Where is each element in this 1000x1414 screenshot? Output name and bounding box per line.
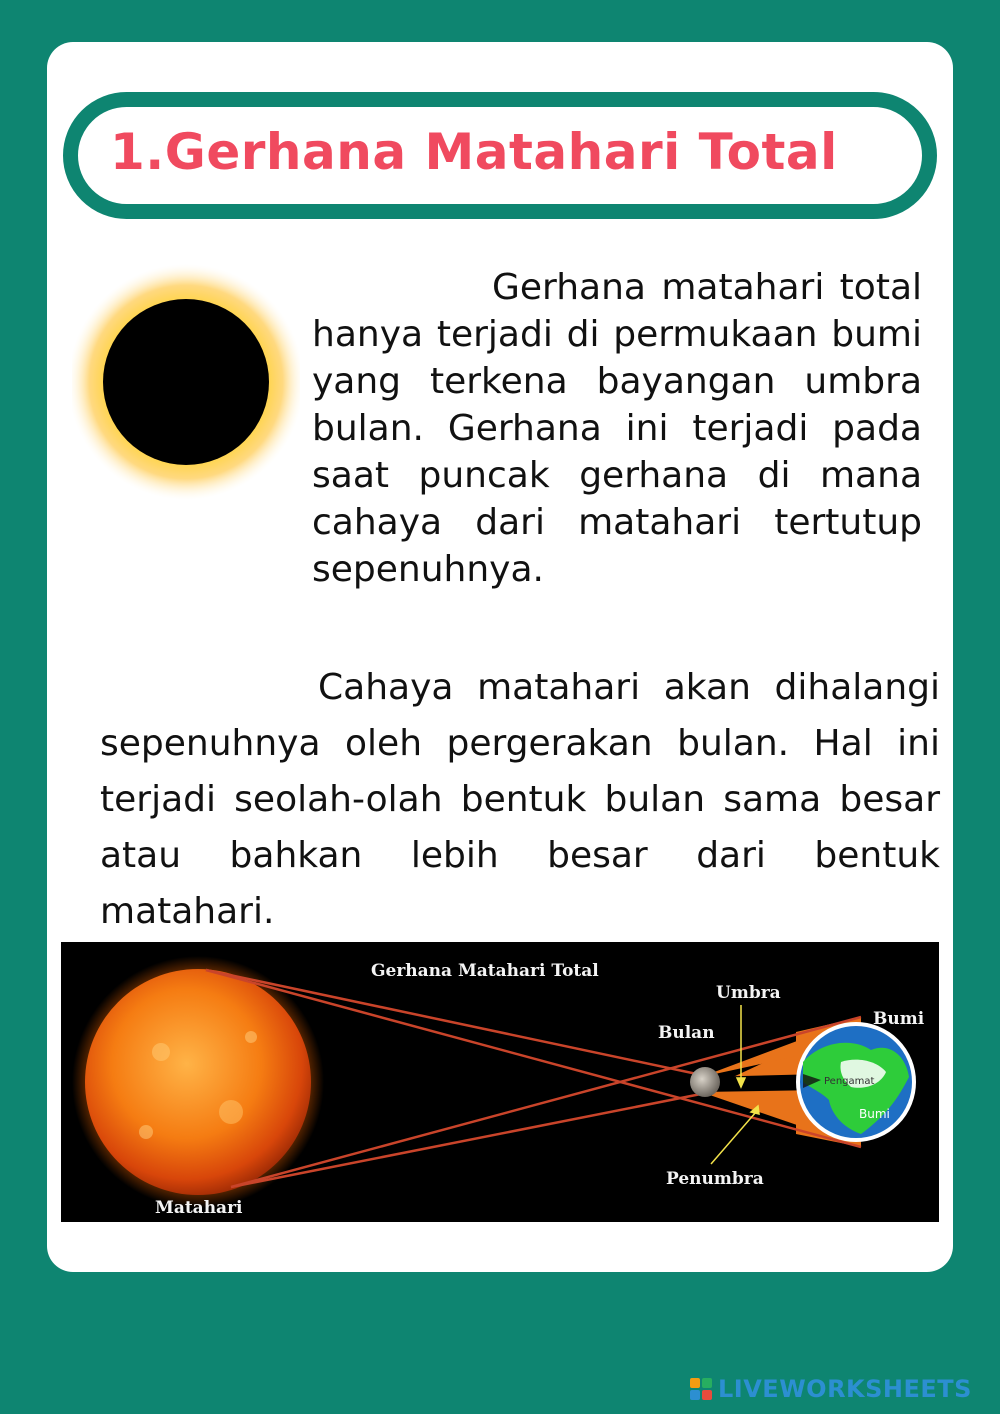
- brand-text: LIVEWORKSHEETS: [718, 1375, 972, 1403]
- page-title: 1.Gerhana Matahari Total: [110, 123, 838, 181]
- brand-logo: [690, 1372, 972, 1406]
- eclipse-diagram: [61, 942, 939, 1222]
- brand-icon: [690, 1378, 712, 1400]
- paragraph-1: Gerhana matahari total hanya terjadi di permukaan bumi yang terkena bayangan umbra bulan. Gerhana ini terjadi pada saat puncak gerhana di mana cahaya dari matahari tertutup sepenuhnya.: [312, 267, 922, 590]
- label-earth-inner: Bumi: [859, 1107, 890, 1121]
- label-observer: Pengamat: [824, 1076, 875, 1087]
- label-umbra: Umbra: [716, 983, 781, 1003]
- diagram-title: Gerhana Matahari Total: [371, 961, 599, 981]
- label-earth: Bumi: [873, 1009, 925, 1029]
- label-penumbra: Penumbra: [666, 1169, 764, 1189]
- moon-icon: [690, 1067, 720, 1097]
- label-sun: Matahari: [155, 1198, 243, 1218]
- paragraph-2: Cahaya matahari akan dihalangi sepenuhnya oleh pergerakan bulan. Hal ini terjadi seolah-olah bentuk bulan sama besar atau bahkan lebih besar dari bentuk matahari.: [100, 667, 940, 932]
- label-moon: Bulan: [658, 1023, 715, 1043]
- eclipse-image: [72, 262, 300, 502]
- sun-icon: [72, 956, 324, 1208]
